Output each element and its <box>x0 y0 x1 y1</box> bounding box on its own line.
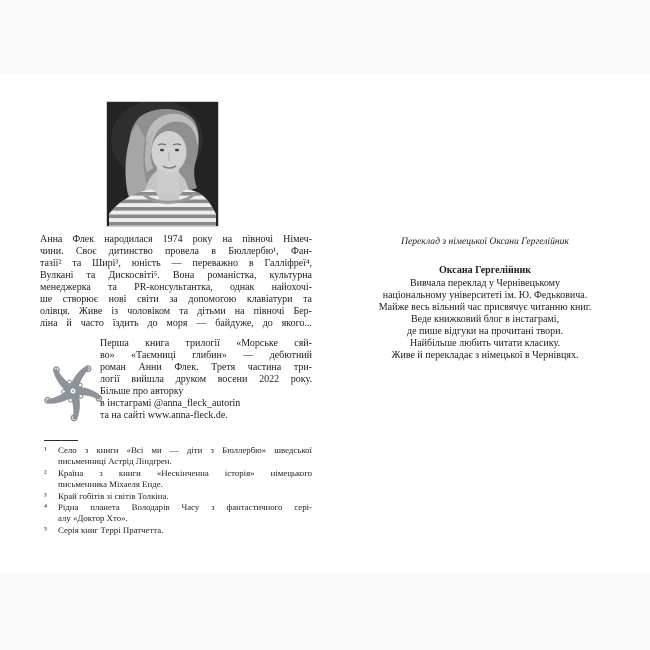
footnote-1 <box>40 445 312 468</box>
bio-line: Вулкані та Дискосвіті⁵. Вона романістка, культурна <box>40 270 312 281</box>
trilogy-line: Перша книга трилогії «Морське сяй- <box>100 338 312 349</box>
translation-credit-line: Переклад з німецької Оксани Гергелійник <box>401 236 569 247</box>
footnote-marker: ² <box>44 467 47 478</box>
author-bio-paragraph <box>40 234 312 330</box>
author-photo-illustration <box>107 102 218 226</box>
translator-bio-line: Найбільше любить читати класику. <box>410 338 560 349</box>
translator-bio-line: Веде книжковий блог в інстаграмі, <box>410 314 560 325</box>
footnote-4 <box>40 502 312 525</box>
translator-bio-line: де пише відгуки на прочитані твори. <box>407 326 563 337</box>
trilogy-line: роман Анни Флек. Третя частина три- <box>100 362 312 373</box>
bio-line: тазії² та Ширі³, юність — переважно в Галліфреї⁴, <box>40 258 312 269</box>
translator-name: Оксана Гергелійник <box>439 265 531 276</box>
bio-line: менеджерка та PR-консультантка, однак найохочі- <box>40 282 312 293</box>
instagram-handle: в інстаграмі @anna_fleck_autorin <box>100 398 241 409</box>
footnote-text: алу «Доктор Хто». <box>58 513 128 524</box>
footnotes-section <box>40 445 312 536</box>
footnote-5 <box>40 525 312 536</box>
footnote-text: Край гобітів зі світів Толкіна. <box>58 490 169 501</box>
trilogy-line: Більше про авторку <box>100 386 184 397</box>
footnote-text: Село з книги «Всі ми — діти з Бюллербю» шведської <box>58 445 312 455</box>
bio-line: ше створює нові світи за допомогою клавіатури та <box>40 294 312 305</box>
translator-bio-line: Майже весь вільний час присвячує читанню книг. <box>378 302 592 313</box>
website-url: та на сайті www.anna-fleck.de. <box>100 410 228 421</box>
trilogy-line: во» «Таємниці глибин» — дебютний <box>100 350 312 361</box>
translator-bio-line: національному університеті ім. Ю. Федьковича. <box>382 290 588 301</box>
footnote-text: письменниці Астрід Ліндґрен. <box>58 456 172 467</box>
trilogy-line: логії вийшла друком восени 2022 року. <box>100 374 312 385</box>
footnote-separator <box>44 440 78 441</box>
starfish-icon <box>36 354 110 428</box>
bio-line: олівця. Живе із чоловіком та дітьми на півночі Бер- <box>40 306 312 317</box>
footnote-text: Країна з книги «Нескінченна історія» німецького <box>58 467 312 478</box>
footnote-marker: ⁴ <box>44 502 48 513</box>
footnote-text: письменника Міхаеля Енде. <box>58 479 163 490</box>
footnote-text: Серія книг Террі Пратчетта. <box>58 524 164 535</box>
translator-bio-line: Вивчала переклад у Чернівецькому <box>409 278 561 289</box>
footnote-marker: ¹ <box>44 445 47 455</box>
footnote-marker: ⁵ <box>44 524 48 535</box>
footnote-3 <box>40 491 312 502</box>
author-photo <box>106 101 219 227</box>
bio-line: ліна й часто їздить до моря — байдуже, до якого... <box>40 318 312 329</box>
bio-line: Анна Флек народилася 1974 року на півночі Німеч- <box>40 234 312 245</box>
bio-line: чини. Своє дитинство провела в Бюллербю¹, Фан- <box>40 246 312 257</box>
footnote-text: Рідна планета Володарів Часу з фантастичного сері- <box>58 502 312 513</box>
translator-bio-line: Живе й перекладає з німецької в Чернівцях. <box>391 350 579 361</box>
trilogy-note-paragraph <box>100 338 312 422</box>
translator-bio <box>345 278 625 362</box>
footnote-marker: ³ <box>44 490 47 501</box>
footnote-2 <box>40 468 312 491</box>
